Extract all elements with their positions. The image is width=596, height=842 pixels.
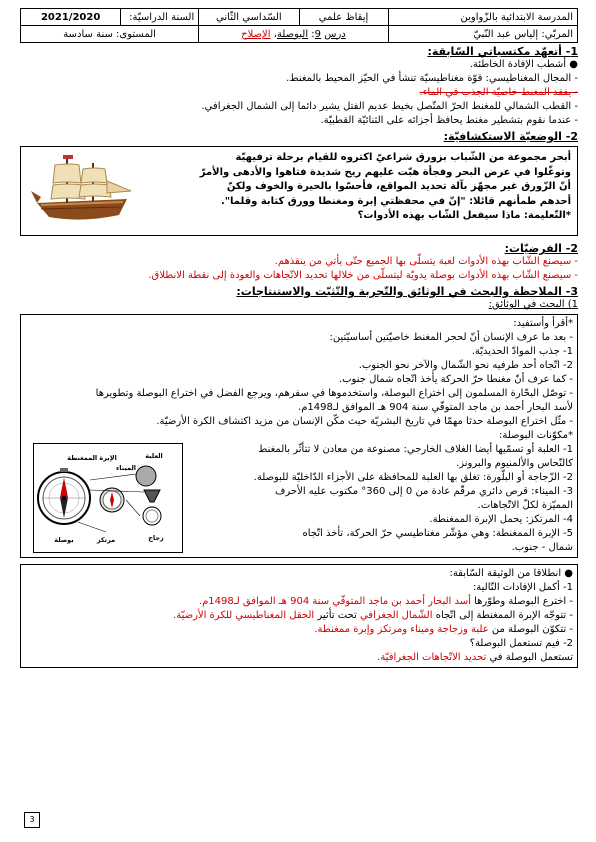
doc-line: - توصّل البحّارة المسلمون إلى اختراع البوصلة، واستخدموها في سفرهم، ويرجع الفضل في اختراع البوصلة وتطويرها — [95, 388, 573, 399]
compass-diagram — [33, 443, 183, 553]
school-cell: المدرسة الابتدائية بالزّواوين — [388, 9, 577, 26]
lesson-cell: درس 9: البوصلة، الإصلاح — [199, 26, 388, 43]
answers-intro-text: انطلاقا من الوثيقة السّابقة: — [449, 568, 562, 579]
documents-subtitle-text: 1) البحث في الوثائق: — [488, 299, 578, 310]
level-cell: المستوى: سنة سادسة — [21, 26, 199, 43]
instruction-text: أشطب الإفادة الخاطئة. — [469, 59, 567, 70]
section1-item: - المجال المغناطيسي: قوّة مغناطيسيّة تنشأ في الحيّز المحيط بالمغنط. — [286, 73, 578, 84]
label-dial: الميناء — [115, 464, 137, 472]
label-compass: بوصلة — [54, 536, 74, 544]
situation-box — [20, 146, 578, 236]
hypothesis-item: - سيصنع الشّاب بهذه الأدوات لعبة يتسلّى بها الجميع حتّى يأتي من ينقذهم. — [274, 256, 578, 267]
document-box — [20, 314, 578, 558]
lesson-label: درس — [324, 28, 346, 40]
label-box: العلبة — [145, 452, 163, 460]
answer-stem: تحت تأثير — [317, 610, 357, 621]
answer-stem: تستعمل البوصلة في — [489, 652, 573, 663]
situation-line: أبحر مجموعة من الشّباب بزورق شراعيّ اكتروه للقيام برحلة ترفيهيّة — [235, 152, 571, 163]
section1-item: - عندما نقوم بتشطير مغنط يحافظ أجزائه على الثنائيّة القطبيّة. — [320, 115, 578, 126]
section2-title: 2- الوضعيّة الاستكشافيّة: — [443, 130, 578, 143]
answer-line — [25, 595, 573, 609]
year-value-cell: 2021/2020 — [21, 9, 121, 26]
situation-line: أنّ الزّورق غير مجهّز بآلة تحديد المواقع، فأحسّوا بالحيرة والخوف ولكنّ — [226, 181, 571, 192]
answer-line — [25, 651, 573, 665]
year-label-cell: السنة الدراسيّة: — [121, 9, 199, 26]
lesson-correction: الإصلاح — [241, 28, 271, 40]
component-line: 4- المرتكز: يحمل الإبرة الممغنطة. — [429, 514, 573, 525]
answer-fill: الشّمال الجغرافي — [359, 610, 433, 621]
section3-title: 3- الملاحظة والبحث في الوثائق والتّجربة والتّثبّت والاستنتاجات: — [236, 285, 578, 298]
situation-instruction: *التّعليمة: ماذا سيفعل الشّاب بهذه الأدوات؟ — [357, 210, 571, 221]
page-number: 3 — [24, 812, 40, 828]
lesson-comma: ، — [273, 28, 277, 40]
situation-text — [171, 151, 571, 224]
answer-stem: - تتكوّن البوصلة من — [491, 624, 573, 635]
question-2: 2- فيم تستعمل البوصلة؟ — [469, 638, 573, 649]
doc-line: - بعد ما عرف الإنسان أنّ لحجر المغنط خاصيّتين أساسيّتين: — [329, 332, 573, 343]
sailing-ship-image — [27, 151, 137, 231]
component-line: شمال - جنوب. — [511, 542, 573, 553]
answer-fill: الحقل المغناطيسي للكرة الأرضيّة. — [173, 610, 315, 621]
doc-line: لأسد البحار أحمد بن ماجد المتوفّي سنة 904 هـ الموافق لـ1498م. — [298, 402, 573, 413]
components-list — [183, 443, 573, 555]
section1-item-struck: - يفقد المغنط خاصيّة الجذب في الماء. — [419, 87, 578, 98]
section1-title: 1- أتعهّد مكتسباتي السّابقة: — [427, 45, 578, 58]
answer-line — [25, 623, 573, 637]
lesson-title: البوصلة — [276, 28, 309, 40]
situation-line: أحدهم طمأنهم قائلا: "إنّ في محفظتي إبرة ومغنطا وورق كتابة وقلما". — [221, 195, 571, 207]
hypotheses-title: 2- الفرضيّات: — [504, 242, 578, 255]
documents-subtitle — [20, 298, 578, 312]
doc-line: - كما عرف أنّ مغنطا حرّ الحركة يأخذ اتّجاه شمال جنوب. — [338, 374, 573, 385]
term-cell: السّداسي الثّاني — [199, 9, 299, 26]
hypothesis-item: - سيصنع الشّاب بهذه الأدوات بوصلة يدويّة ليتسلّى من خلالها تحديد الاتّجاهات والعودة إلى نقطة الانطلاق. — [148, 270, 578, 281]
component-line: 2- الزّجاجة أو البلّورة: تغلق بها العلبة للمحافظة على الأجزاء الدّاخليّة للبوصلة. — [253, 472, 573, 483]
worksheet-page — [20, 8, 578, 668]
components-area — [25, 443, 573, 555]
question-1: 1- أكمل الإفادات التّالية: — [472, 582, 573, 593]
component-line: 5- الإبرة الممغنطة: وهي مؤشّر مغناطيسي حرّ الحركة، تأخذ اتّجاه — [302, 528, 573, 539]
component-line: 3- الميناء: قرص دائري مرقّم عادة من 0 إلى 360° مكتوب عليه الأحرف — [275, 486, 573, 497]
answer-line — [25, 609, 573, 623]
doc-line: 1- جذب الموادّ الحديديّة. — [471, 346, 573, 357]
label-needle: الإبرة الممغنطة — [67, 454, 117, 462]
subject-cell: إيقاظ علمي — [299, 9, 388, 26]
component-line: المميّزة لكلّ الاتّجاهات. — [477, 500, 573, 511]
answer-stem: - تتوجّه الإبرة الممغنطة إلى اتّجاه — [435, 610, 573, 621]
section1-instruction: ● أشطب الإفادة الخاطئة. — [469, 59, 578, 70]
answers-intro: ● انطلاقا من الوثيقة السّابقة: — [449, 568, 573, 579]
answer-fill: تحديد الاتّجاهات الجغرافيّة. — [377, 652, 487, 663]
doc-line: - مثّل اختراع البوصلة حدثا مهمّا في تاريخ البشريّة حيث مكّن الإنسان من مزيد اكتشاف الكرة الأرضيّة. — [156, 416, 573, 427]
header-table — [20, 8, 578, 43]
answer-fill: أسد البحار أحمد بن ماجد المتوفّي سنة 904 هـ الموافق لـ1498م. — [198, 596, 471, 607]
label-glass: زجاج — [148, 534, 164, 542]
situation-line: وتوغّلوا في عرض البحر وفجأة هبّت عليهم ريح شديدة فتاهوا والأدهى والأمرّ — [199, 166, 571, 178]
component-line: 1- العلبة أو تسمّيها أيضا الغلاف الخارجي: مصنوعة من معادن لا تتأثّر بالمغنط — [258, 444, 573, 455]
answer-fill: علبة وزجاجة وميناء ومرتكز وإبرة ممغنطة. — [314, 624, 489, 635]
answers-box — [20, 564, 578, 668]
teacher-cell: المربّي: إلياس عبد النّبيّ — [388, 26, 577, 43]
read-label: *أقرأ وأستفيد: — [513, 318, 573, 329]
section1-item: - القطب الشمالي للمغنط الحرّ المتّصل بخيط عديم الفتل يشير دائما إلى الشمال الجغرافي. — [201, 101, 578, 112]
components-label: *مكوّنات البوصلة: — [498, 430, 573, 441]
component-line: كالنّحاس والألمنيوم والبرونز. — [456, 458, 573, 469]
lesson-number: 9 — [314, 28, 322, 40]
answer-stem: - اخترع البوصلة وطوّرها — [474, 596, 573, 607]
doc-line: 2- اتّجاه أحد طرفيه نحو الشّمال والآخر نحو الجنوب. — [358, 360, 573, 371]
label-pivot: مرتكز — [96, 536, 116, 544]
